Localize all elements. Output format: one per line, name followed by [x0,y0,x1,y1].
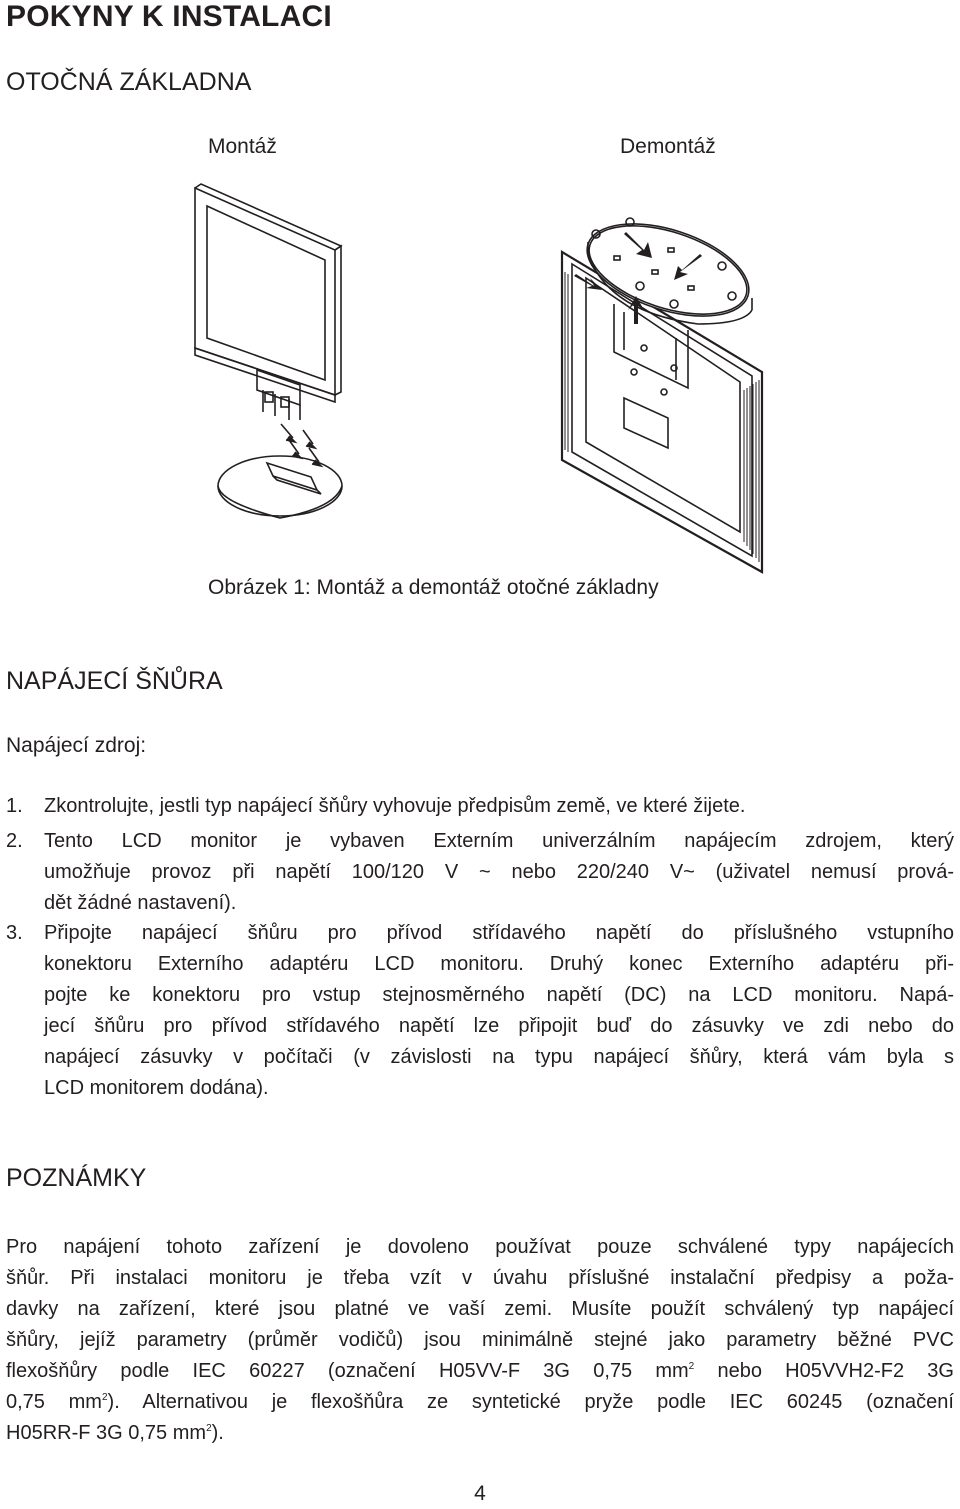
notes-text: nebo H05VVH2-F2 3G [694,1360,954,1382]
section-title-power-cord: NAPÁJECÍ ŠŇŮRA [6,667,223,695]
list-item-number: 2. [6,830,23,852]
notes-text: ). Alternativou je flexošňůra ze syntetické pryže podle IEC 60245 (označení [107,1391,954,1413]
superscript: 2 [101,1392,108,1403]
list-item-line: LCD monitorem dodána). [44,1077,269,1099]
superscript: 2 [206,1423,212,1434]
label-dismount: Demontáž [620,135,716,158]
notes-line: davky na zařízení, které jsou platné ve vaší zemi. Musíte použít schválený typ napájecí [6,1298,954,1320]
notes-text: 0,75 mm [6,1391,102,1413]
notes-line: Pro napájení tohoto zařízení je dovoleno používat pouze schválené typy napájecích [6,1236,954,1258]
notes-line [6,1387,954,1418]
list-item-line: dět žádné nastavení). [44,892,237,914]
list-item-line: Připojte napájecí šňůru pro přívod střídavého napětí do příslušného vstupního [44,922,954,944]
list-item-line: Tento LCD monitor je vybaven Externím univerzálním napájecím zdrojem, který [44,830,954,852]
label-mount: Montáž [208,135,277,158]
list-item-line: jecí šňůru pro přívod střídavého napětí lze připojit buď do zásuvky ve zdi nebo do [44,1015,954,1037]
list-item-line: pojte ke konektoru pro vstup stejnosměrného napětí (DC) na LCD monitoru. Napá- [44,984,954,1006]
list-item-number: 3. [6,922,23,944]
figure-caption: Obrázek 1: Montáž a demontáž otočné základny [208,576,659,599]
list-item-line: umožňuje provoz při napětí 100/120 V ~ nebo 220/240 V~ (uživatel nemusí prová- [44,861,954,883]
page-number: 4 [474,1482,486,1505]
section-title-notes: POZNÁMKY [6,1164,147,1192]
notes-paragraph [6,1232,954,1449]
notes-line: šňůr. Při instalaci monitoru je třeba vzít v úvahu příslušné instalační předpisy a poža- [6,1267,954,1289]
notes-text: flexošňůry podle IEC 60227 (označení H05VV-F 3G 0,75 mm [6,1360,689,1382]
monitor-dismount-illustration [548,212,788,582]
notes-text: ). [211,1422,224,1444]
notes-line [6,1356,954,1387]
notes-line: šňůry, jejíž parametry (průměr vodičů) jsou minimálně stejné jako parametry běžné PVC [6,1329,954,1351]
section-subtitle-power-supply: Napájecí zdroj: [6,734,147,757]
notes-text: H05RR-F 3G 0,75 mm [6,1422,207,1444]
list-item-line: Zkontrolujte, jestli typ napájecí šňůry vyhovuje předpisům země, ve které žijete. [44,795,746,817]
list-item-line: konektoru Externího adaptéru LCD monitoru. Druhý konec Externího adaptéru při- [44,953,954,975]
section-title-swivel-base: OTOČNÁ ZÁKLADNA [6,68,252,96]
list-item-line: napájecí zásuvky v počítači (v závislosti na typu napájecí šňůry, která vám byla s [44,1046,954,1068]
page-heading: POKYNY K INSTALACI [6,0,332,33]
monitor-mount-illustration [185,180,355,520]
list-item-number: 1. [6,795,23,817]
notes-line [6,1418,954,1449]
superscript: 2 [688,1361,695,1372]
